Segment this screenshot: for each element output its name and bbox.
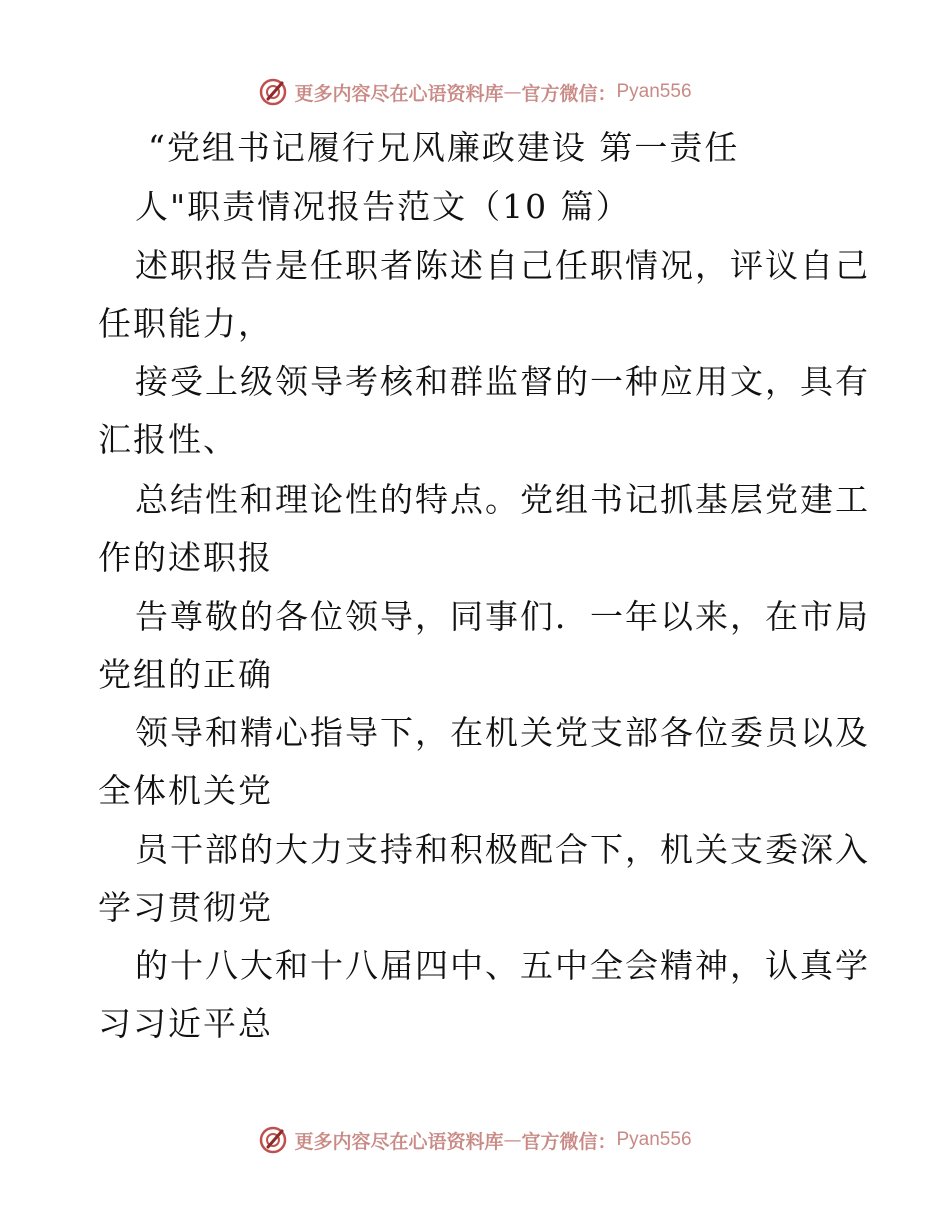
body-line: 的十八大和十八届四中、五中全会精神，认真学 (135, 946, 870, 985)
body-line: 告尊敬的各位领导，同事们．一年以来，在市局 (135, 597, 870, 636)
watermark-logo-icon (258, 77, 288, 107)
watermark-brand-text: 更多内容尽在心语资料库 (294, 82, 504, 105)
watermark-handle: Pyan556 (616, 81, 692, 102)
body-line: 任职能力， (98, 304, 273, 343)
document-title-line-2: 人"职责情况报告范文（10 篇） (135, 187, 631, 226)
footer-watermark (0, 1120, 950, 1160)
watermark-separator: — (503, 1129, 522, 1151)
header-watermark (0, 72, 950, 112)
body-line: 接受上级领导考核和群监督的一种应用文，具有 (135, 362, 870, 401)
body-line: 学习贯彻党 (98, 888, 273, 927)
document-title-line-1: “党组书记履行兄风廉政建设 第一责任 (148, 128, 740, 167)
body-line: 作的述职报 (98, 538, 273, 577)
body-line: 员干部的大力支持和积极配合下，机关支委深入 (135, 830, 870, 869)
body-line: 领导和精心指导下，在机关党支部各位委员以及 (135, 713, 870, 752)
body-line: 汇报性、 (98, 420, 238, 459)
watermark-separator: — (503, 81, 522, 103)
body-line: 党组的正确 (98, 655, 273, 694)
body-line: 全体机关党 (98, 771, 273, 810)
body-line: 习习近平总 (98, 1004, 273, 1043)
body-line: 总结性和理论性的特点。党组书记抓基层党建工 (135, 480, 870, 519)
watermark-handle: Pyan556 (616, 1129, 692, 1150)
watermark-label-text: 官方微信： (521, 1130, 617, 1153)
watermark-logo-icon (258, 1125, 288, 1155)
watermark-label-text: 官方微信： (521, 82, 617, 105)
watermark-brand-text: 更多内容尽在心语资料库 (294, 1130, 504, 1153)
body-line: 述职报告是任职者陈述自己任职情况，评议自己 (135, 246, 870, 285)
